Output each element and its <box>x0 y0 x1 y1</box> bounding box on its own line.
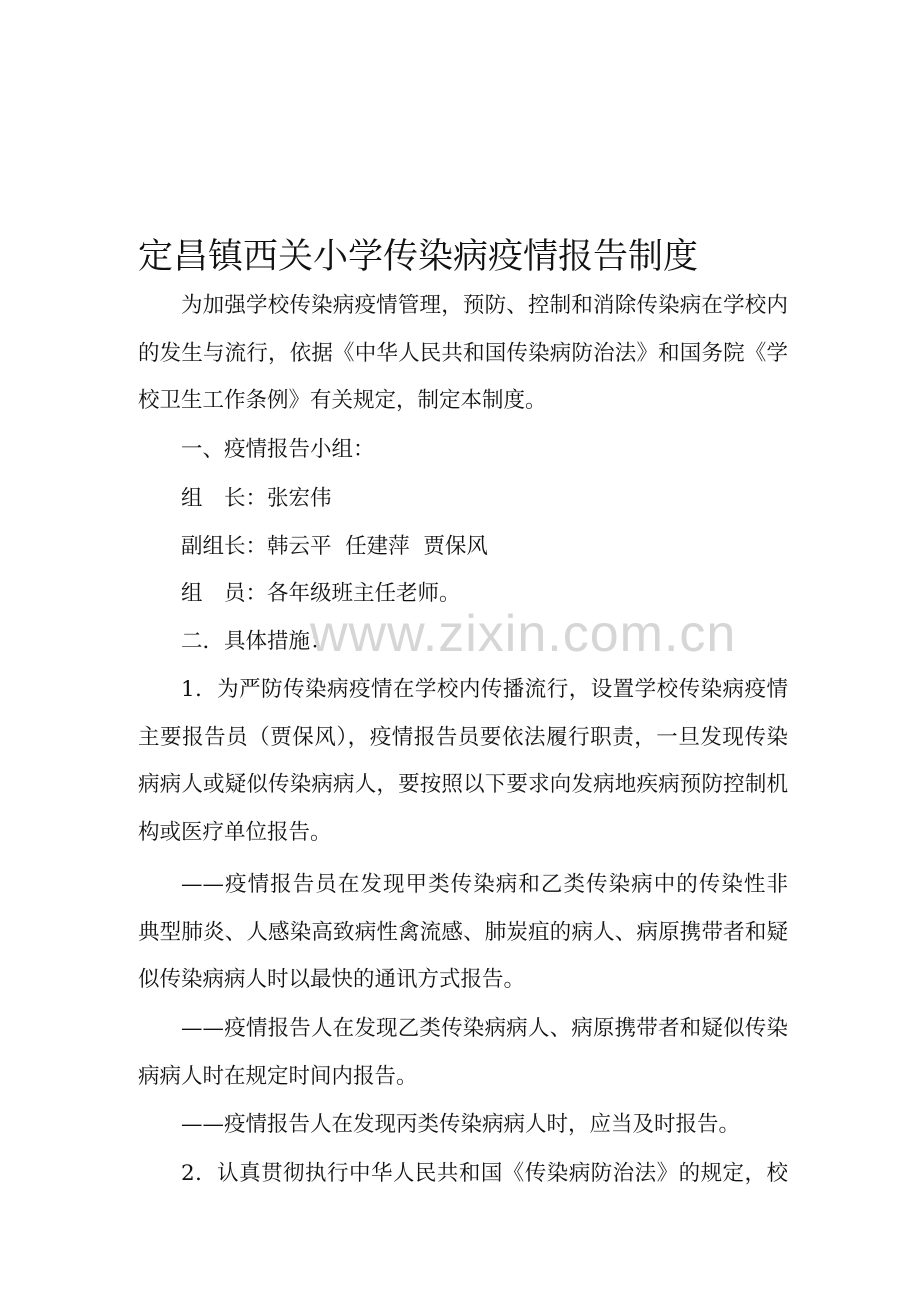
section-heading-1: 一、疫情报告小组： <box>181 437 375 462</box>
text-line: 病病人时在规定时间内报告。 <box>138 1063 418 1089</box>
leader-line: 组 长：张宏伟 <box>181 486 332 511</box>
section-heading-2: 二．具体措施： <box>181 629 332 654</box>
document-title: 定昌镇西关小学传染病疫情报告制度 <box>138 237 699 277</box>
text-line: 主要报告员（贾保风），疫情报告员要依法履行职责，一旦发现传染 <box>138 724 788 750</box>
text-line: 为加强学校传染病疫情管理，预防、控制和消除传染病在学校内 <box>181 293 788 318</box>
text-line: 似传染病病人时以最快的通讯方式报告。 <box>138 967 526 992</box>
text-line: 的发生与流行，依据《中华人民共和国传染病防治法》和国务院《学 <box>138 340 788 366</box>
item-2-paragraph <box>138 1150 788 1198</box>
intro-paragraph <box>138 282 788 425</box>
watermark: www.zixin.com.cn <box>310 605 737 663</box>
text-line: 校卫生工作条例》有关规定，制定本制度。 <box>138 388 547 413</box>
text-line: ——疫情报告人在发现乙类传染病病人、病原携带者和疑似传染 <box>181 1016 788 1041</box>
dash-paragraph-1 <box>138 861 788 1004</box>
text-line: 2．认真贯彻执行中华人民共和国《传染病防治法》的规定，校 <box>181 1161 788 1186</box>
dash-paragraph-2 <box>138 1005 788 1100</box>
text-line: 病病人或疑似传染病病人，要按照以下要求向发病地疾病预防控制机 <box>138 772 788 797</box>
text-line: ——疫情报告员在发现甲类传染病和乙类传染病中的传染性非 <box>181 872 788 897</box>
text-line: 1．为严防传染病疫情在学校内传播流行，设置学校传染病疫情 <box>181 677 788 702</box>
text-line: 构或医疗单位报告。 <box>138 819 332 845</box>
members-line: 组 员：各年级班主任老师。 <box>181 581 461 606</box>
dash-paragraph-3: ——疫情报告人在发现丙类传染病病人时，应当及时报告。 <box>181 1112 741 1137</box>
item-1-paragraph <box>138 666 788 856</box>
text-line: 典型肺炎、人感染高致病性禽流感、肺炭疽的病人、病原携带者和疑 <box>138 919 788 945</box>
deputy-leader-line: 副组长：韩云平 任建萍 贾保风 <box>181 534 488 559</box>
